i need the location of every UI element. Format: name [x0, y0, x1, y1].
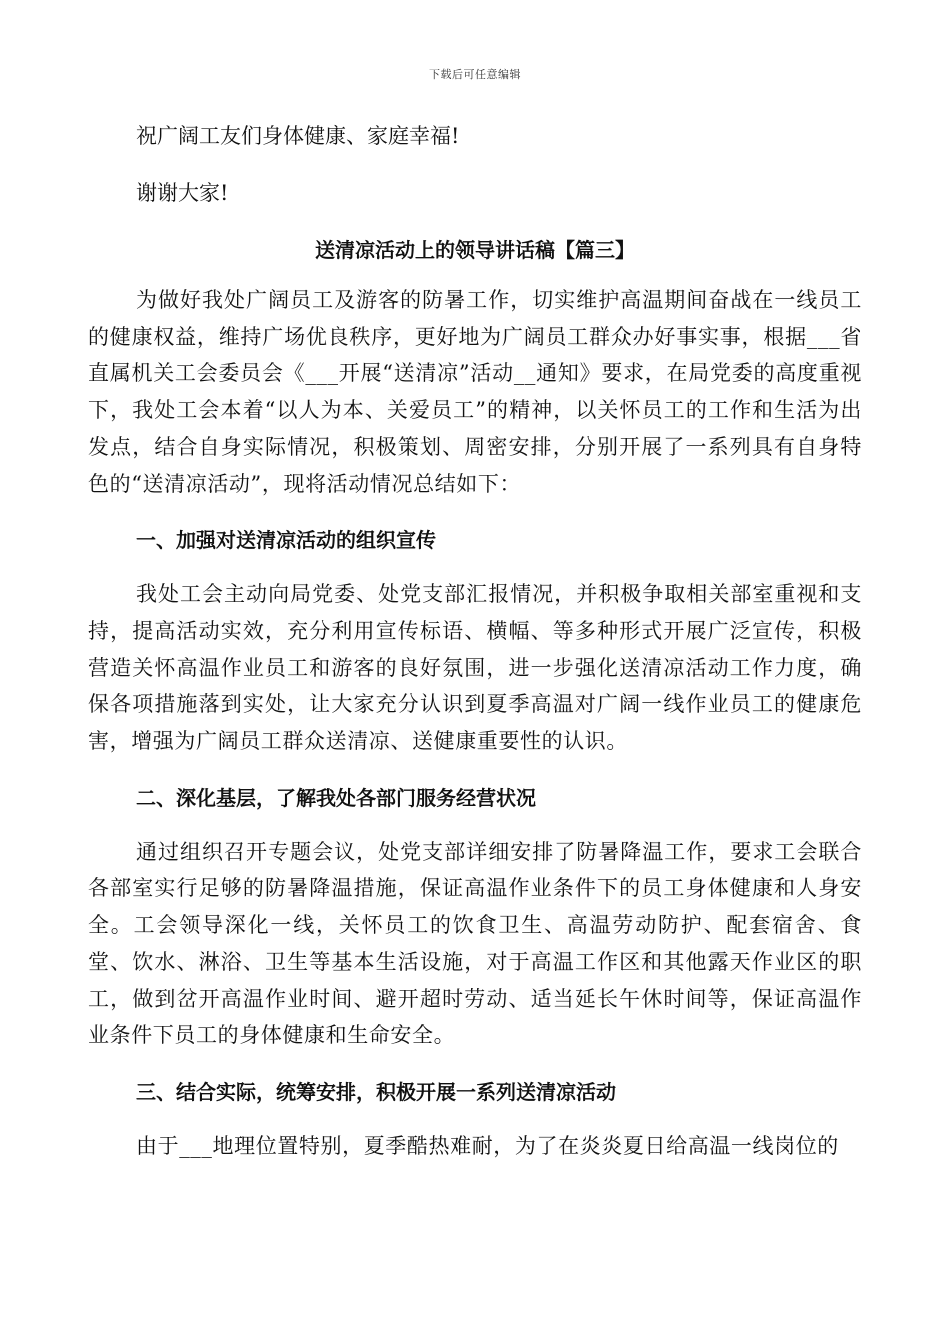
section-heading-2: 二、深化基层，了解我处各部门服务经营状况	[136, 785, 536, 810]
section-heading-3: 三、结合实际，统筹安排，积极开展一系列送清凉活动	[136, 1079, 616, 1104]
section-body-2: 通过组织召开专题会议，处党支部详细安排了防暑降温工作，要求工会联合各部室实行足够的防暑降温措施，保证高温作业条件下的员工身体健康和人身安全。工会领导深化一线，关怀员工的饮食卫生、高温劳动防护、配套宿舍、食堂、饮水、淋浴、卫生等基本生活设施，对于高温工作区和其他露天作业区的职工，做到岔开高温作业时间、避开超时劳动、适当延长午休时间等，保证高温作业条件下员工的身体健康和生命安全。	[88, 839, 862, 1048]
section-heading-1: 一、加强对送清凉活动的组织宣传	[136, 528, 436, 553]
closing-line-thanks: 谢谢大家!	[136, 181, 229, 205]
intro-paragraph: 为做好我处广阔员工及游客的防暑工作，切实维护高温期间奋战在一线员工的健康权益，维持广场优良秩序，更好地为广阔员工群众办好事实事，根据___省直属机关工会委员会《___开展“送清凉”活动__通知》要求，在局党委的高度重视下，我处工会本着“以人为本、关爱员工”的精神，以关怀员工的工作和生活为出发点，结合自身实际情况，积极策划、周密安排，分别开展了一系列具有自身特色的“送清凉活动”，现将活动情况总结如下：	[88, 288, 862, 496]
document-title: 送清凉活动上的领导讲话稿【篇三】	[315, 238, 635, 262]
section-body-1: 我处工会主动向局党委、处党支部汇报情况，并积极争取相关部室重视和支持，提高活动实效，充分利用宣传标语、横幅、等多种形式开展广泛宣传，积极营造关怀高温作业员工和游客的良好氛围，进一步强化送清凉活动工作力度，确保各项措施落到实处，让大家充分认识到夏季高温对广阔一线作业员工的健康危害，增强为广阔员工群众送清凉、送健康重要性的认识。	[88, 582, 862, 754]
closing-line-wishes: 祝广阔工友们身体健康、家庭幸福!	[136, 124, 460, 148]
page-header-note: 下载后可任意编辑	[429, 68, 521, 81]
section-body-3: 由于___地理位置特别，夏季酷热难耐，为了在炎炎夏日给高温一线岗位的	[136, 1133, 839, 1158]
document-body	[88, 118, 862, 1165]
